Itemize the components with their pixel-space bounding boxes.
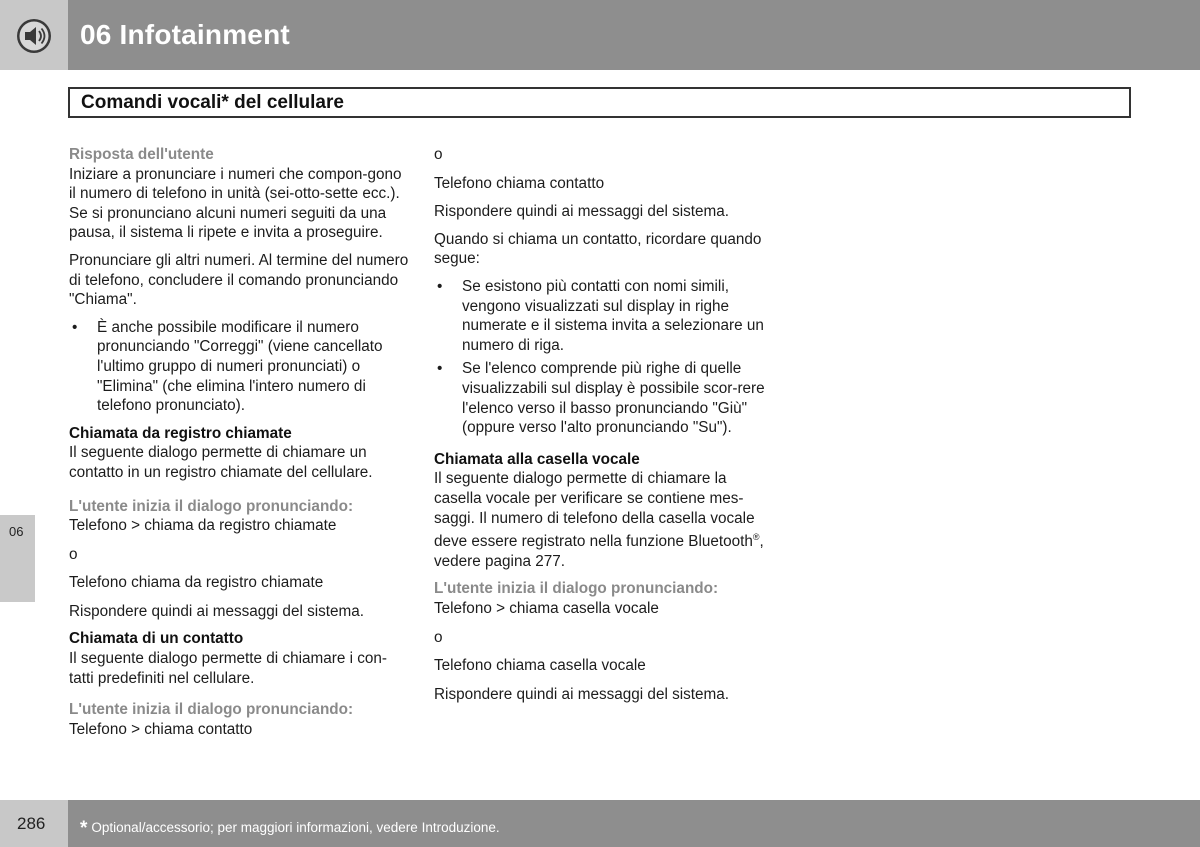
paragraph: Pronunciare gli altri numeri. Al termine del numero di telefono, concludere il comando pronunciando "Chiama". xyxy=(69,251,409,309)
list-item xyxy=(69,318,409,416)
chapter-side-tab xyxy=(0,515,35,602)
paragraph: Rispondere quindi ai messaggi del sistema. xyxy=(69,602,365,620)
list-item-text: Se l'elenco comprende più righe di quelle visualizzabili sul display è possibile scor-rere l'elenco verso il basso pronunciando "Giù" (oppure verso l'alto pronunciando "Su"). xyxy=(462,360,765,437)
paragraph: Telefono chiama contatto xyxy=(434,174,605,192)
chapter-icon-box xyxy=(0,0,68,70)
bullet-dot: • xyxy=(72,318,78,336)
bullet-dot: • xyxy=(437,360,443,378)
paragraph: o xyxy=(434,628,443,646)
heading-contatto: Chiamata di un contatto xyxy=(69,630,244,648)
paragraph: Telefono > chiama da registro chiamate xyxy=(69,517,337,535)
footnote xyxy=(80,816,500,838)
bullet-dot: • xyxy=(437,277,443,295)
list-item-text: È anche possibile modificare il numero pronunciando "Correggi" (viene cancellato l'ultimo gruppo di numeri pronunciati) o "Elimina" (che elimina l'intero numero di telefono pronunciato). xyxy=(97,318,383,415)
list-item xyxy=(434,359,774,437)
page-number: 286 xyxy=(17,814,46,833)
chapter-title: 06 Infotainment xyxy=(80,19,290,50)
section-title: Comandi vocali* del cellulare xyxy=(81,92,344,113)
heading-registro: Chiamata da registro chiamate xyxy=(69,424,292,442)
paragraph: o xyxy=(69,545,78,563)
right-column xyxy=(434,145,774,712)
paragraph: Quando si chiama un contatto, ricordare quando segue: xyxy=(434,230,762,268)
paragraph: o xyxy=(434,146,443,163)
paragraph: Telefono chiama casella vocale xyxy=(434,657,646,675)
footer-bar xyxy=(0,800,1200,847)
subheading-utente: L'utente inizia il dialogo pronunciando: xyxy=(69,497,354,515)
paragraph: Rispondere quindi ai messaggi del sistema. xyxy=(434,685,730,703)
chapter-header-bar xyxy=(0,0,1200,70)
subheading-utente: L'utente inizia il dialogo pronunciando: xyxy=(69,701,354,719)
heading-casella: Chiamata alla casella vocale xyxy=(434,450,640,468)
side-tab-label: 06 xyxy=(9,524,24,539)
bluetooth-text: Bluetooth xyxy=(688,533,753,551)
paragraph: Telefono > chiama casella vocale xyxy=(434,599,659,617)
footnote-text: Optional/accessorio; per maggiori informazioni, vedere Introduzione. xyxy=(91,820,500,835)
speaker-icon xyxy=(15,17,53,55)
paragraph: Il seguente dialogo permette di chiamare i con-tatti predefiniti nel cellulare. xyxy=(69,650,388,687)
list-item xyxy=(434,277,774,355)
section-title-box xyxy=(68,87,1131,118)
page-number-box xyxy=(0,800,68,847)
paragraph: Il seguente dialogo permette di chiamare un contatto in un registro chiamate del cellulare. xyxy=(69,444,373,481)
bullet-list xyxy=(69,318,409,416)
paragraph: Telefono > chiama contatto xyxy=(69,720,253,738)
list-item-text: Se esistono più contatti con nomi simili, vengono visualizzati sul display in righe numerate e il sistema invita a selezionare un numero di riga. xyxy=(462,277,764,354)
paragraph: Rispondere quindi ai messaggi del sistema. xyxy=(434,203,730,221)
registered-mark: ® xyxy=(752,532,760,543)
paragraph: Iniziare a pronunciare i numeri che compon-gono il numero di telefono in unità (sei-otto-sette ecc.). Se si pronunciano alcuni numeri seguiti da una pausa, il sistema li ripete e invita a proseguire. xyxy=(69,165,402,242)
bullet-list xyxy=(434,277,774,438)
footnote-star: * xyxy=(80,818,88,839)
left-column xyxy=(69,145,409,747)
subheading-risposta: Risposta dell'utente xyxy=(69,146,214,163)
paragraph-text: Il seguente dialogo permette di chiamare la casella vocale per verificare se contiene mes-saggi. Il numero di telefono della casella vocale deve essere registrato nella funzione xyxy=(434,470,755,551)
paragraph: Telefono chiama da registro chiamate xyxy=(69,574,324,592)
page-reference: , vedere pagina 277. xyxy=(434,533,764,570)
paragraph xyxy=(434,469,774,571)
subheading-utente: L'utente inizia il dialogo pronunciando: xyxy=(434,580,719,598)
